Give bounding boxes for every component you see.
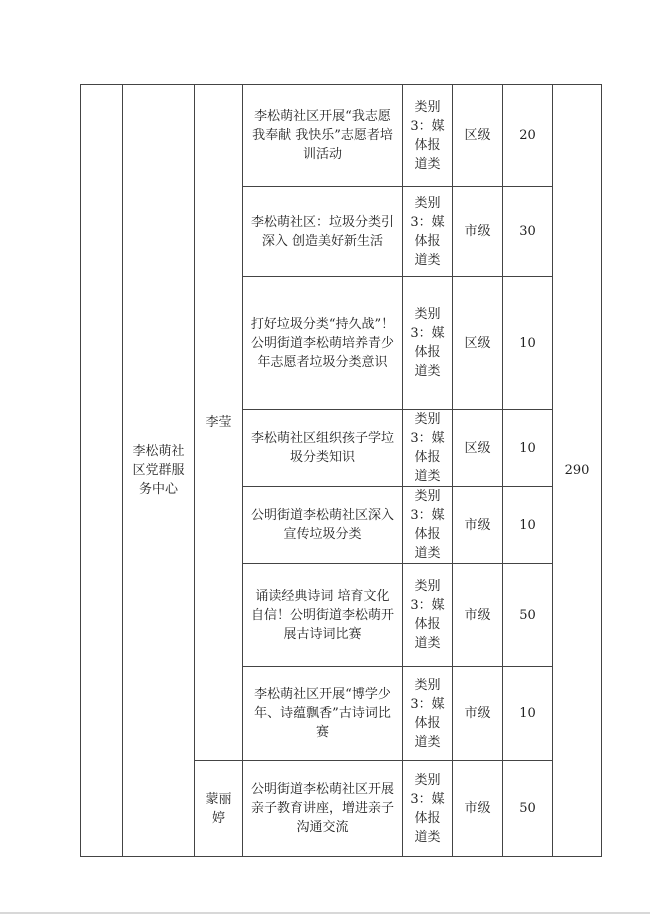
score-cell: 20 <box>503 85 553 187</box>
media-report-table <box>80 84 602 857</box>
org-name-cell: 李松萌社区党群服务中心 <box>123 85 195 857</box>
category-cell: 类别3：媒体报道类 <box>403 564 453 667</box>
level-cell: 市级 <box>453 564 503 667</box>
scan-edge-divider <box>0 912 650 914</box>
total-score-cell: 290 <box>553 85 602 857</box>
score-cell: 10 <box>503 277 553 410</box>
report-title-cell: 打好垃圾分类“持久战”！公明街道李松萌培养青少年志愿者垃圾分类意识 <box>243 277 403 410</box>
blank-cell <box>81 85 123 857</box>
level-cell: 区级 <box>453 410 503 487</box>
score-cell: 50 <box>503 761 553 857</box>
level-cell: 区级 <box>453 277 503 410</box>
report-title-cell: 李松萌社区开展“我志愿 我奉献 我快乐”志愿者培训活动 <box>243 85 403 187</box>
level-cell: 市级 <box>453 187 503 277</box>
level-cell: 市级 <box>453 667 503 761</box>
score-cell: 10 <box>503 410 553 487</box>
category-cell: 类别3：媒体报道类 <box>403 277 453 410</box>
level-cell: 市级 <box>453 761 503 857</box>
category-cell: 类别3：媒体报道类 <box>403 187 453 277</box>
score-cell: 10 <box>503 667 553 761</box>
level-cell: 区级 <box>453 85 503 187</box>
report-title-cell: 李松萌社区开展“博学少年、诗蕴飘香”古诗词比赛 <box>243 667 403 761</box>
category-cell: 类别3：媒体报道类 <box>403 487 453 564</box>
category-cell: 类别3：媒体报道类 <box>403 85 453 187</box>
report-title-cell: 诵读经典诗词 培育文化自信！公明街道李松萌开展古诗词比赛 <box>243 564 403 667</box>
level-cell: 市级 <box>453 487 503 564</box>
score-cell: 10 <box>503 487 553 564</box>
category-cell: 类别3：媒体报道类 <box>403 761 453 857</box>
person-name-cell: 蒙丽婷 <box>195 761 243 857</box>
category-cell: 类别3：媒体报道类 <box>403 667 453 761</box>
score-cell: 50 <box>503 564 553 667</box>
report-title-cell: 公明街道李松萌社区深入宣传垃圾分类 <box>243 487 403 564</box>
report-title-cell: 李松萌社区：垃圾分类引深入 创造美好新生活 <box>243 187 403 277</box>
report-title-cell: 公明街道李松萌社区开展亲子教育讲座，增进亲子沟通交流 <box>243 761 403 857</box>
person-name-cell: 李莹 <box>195 85 243 761</box>
table-row <box>81 85 602 187</box>
report-title-cell: 李松萌社区组织孩子学垃圾分类知识 <box>243 410 403 487</box>
score-cell: 30 <box>503 187 553 277</box>
category-cell: 类别3：媒体报道类 <box>403 410 453 487</box>
